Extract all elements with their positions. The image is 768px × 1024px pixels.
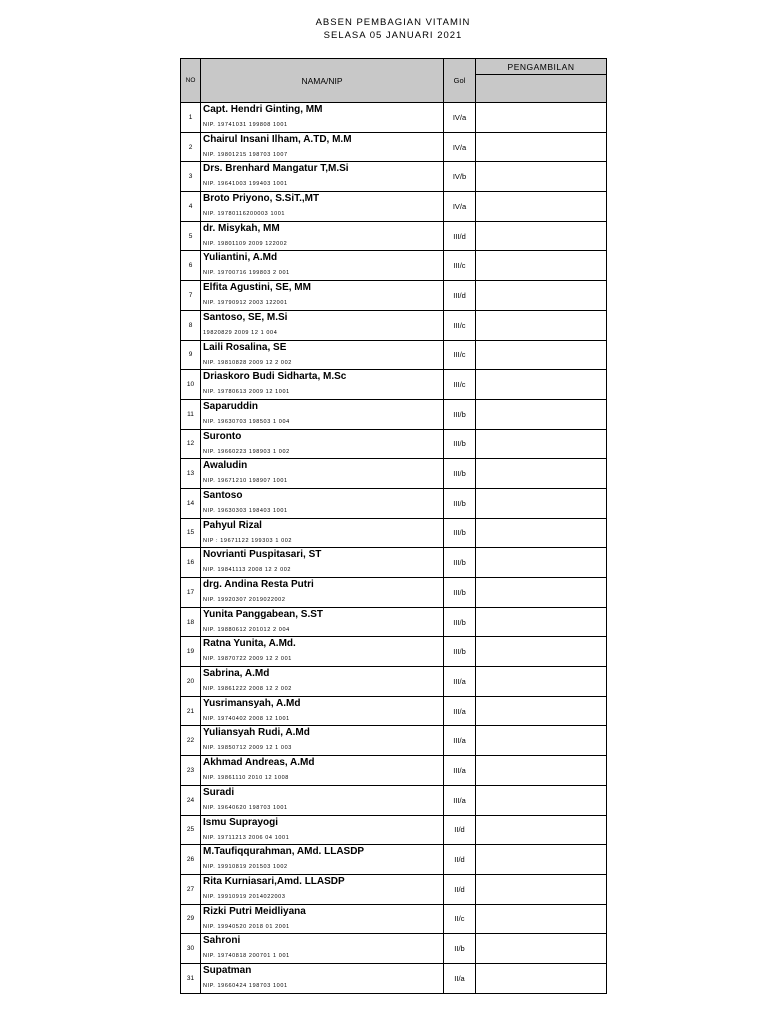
signature-cell (476, 281, 607, 311)
name-nip-cell (201, 548, 444, 578)
table-body (181, 103, 607, 994)
golongan: III/b (444, 459, 476, 489)
table-row (181, 726, 607, 756)
golongan: II/b (444, 934, 476, 964)
signature-cell (476, 488, 607, 518)
signature-cell (476, 548, 607, 578)
employee-name: Supatman (203, 964, 252, 976)
golongan: IV/a (444, 192, 476, 222)
table-row (181, 785, 607, 815)
row-number: 2 (181, 132, 201, 162)
signature-cell (476, 162, 607, 192)
table-row (181, 488, 607, 518)
employee-name: Awaludin (203, 460, 248, 472)
employee-name: M.Taufiqqurahman, AMd. LLASDP (203, 846, 365, 858)
golongan: III/a (444, 726, 476, 756)
name-nip-cell (201, 340, 444, 370)
golongan: III/b (444, 637, 476, 667)
row-number: 26 (181, 845, 201, 875)
name-nip-cell (201, 845, 444, 875)
signature-cell (476, 726, 607, 756)
table-row (181, 399, 607, 429)
employee-nip: NIP. 19740818 200701 1 001 (203, 953, 290, 960)
employee-nip: NIP. 19841113 2008 12 2 002 (203, 567, 292, 574)
signature-cell (476, 845, 607, 875)
signature-cell (476, 399, 607, 429)
employee-nip: NIP. 19741031 199808 1001 (203, 122, 288, 128)
row-number: 8 (181, 310, 201, 340)
name-nip-cell (201, 874, 444, 904)
signature-cell (476, 370, 607, 400)
employee-nip: NIP. 19780613 2009 12 1001 (203, 389, 290, 396)
employee-nip: NIP. 19740402 2008 12 1001 (203, 715, 290, 722)
name-nip-cell (201, 162, 444, 192)
employee-name: Santoso, SE, M.Si (203, 311, 288, 323)
row-number: 27 (181, 874, 201, 904)
name-nip-cell (201, 251, 444, 281)
employee-nip: NIP. 19940520 2018 01 2001 (203, 923, 290, 930)
golongan: III/a (444, 696, 476, 726)
golongan: II/d (444, 815, 476, 845)
golongan: IV/a (444, 103, 476, 133)
signature-cell (476, 251, 607, 281)
header-nama-nip: NAMA/NIP (201, 59, 444, 103)
name-nip-cell (201, 518, 444, 548)
name-nip-cell (201, 281, 444, 311)
golongan: IV/a (444, 132, 476, 162)
row-number: 22 (181, 726, 201, 756)
row-number: 19 (181, 637, 201, 667)
employee-nip: 19820829 2009 12 1 004 (203, 329, 278, 336)
name-nip-cell (201, 429, 444, 459)
signature-cell (476, 221, 607, 251)
row-number: 10 (181, 370, 201, 400)
signature-cell (476, 132, 607, 162)
name-nip-cell (201, 578, 444, 608)
employee-nip: NIP. 19801215 198703 1007 (203, 151, 288, 158)
table-row (181, 310, 607, 340)
name-nip-cell (201, 756, 444, 786)
attendance-table (180, 58, 607, 994)
employee-nip: NIP. 19640620 198703 1001 (203, 804, 288, 811)
name-nip-cell (201, 934, 444, 964)
document-subtitle: SELASA 05 JANUARI 2021 (323, 30, 463, 41)
name-nip-cell (201, 459, 444, 489)
employee-nip: NIP. 19660424 198703 1001 (203, 982, 288, 989)
signature-cell (476, 518, 607, 548)
signature-cell (476, 310, 607, 340)
row-number: 14 (181, 488, 201, 518)
employee-nip: NIP. 19880612 201012 2 004 (203, 626, 290, 633)
golongan: III/a (444, 667, 476, 697)
employee-name: Yuliantini, A.Md (203, 252, 278, 264)
row-number: 31 (181, 963, 201, 993)
golongan: IV/b (444, 162, 476, 192)
golongan: II/a (444, 963, 476, 993)
table-row (181, 845, 607, 875)
row-number: 30 (181, 934, 201, 964)
employee-name: Capt. Hendri Ginting, MM (203, 104, 323, 115)
signature-cell (476, 429, 607, 459)
table-row (181, 459, 607, 489)
table-row (181, 429, 607, 459)
employee-nip: NIP. 19671210 198907 1001 (203, 478, 288, 485)
employee-name: Rizki Putri Meidliyana (203, 905, 306, 917)
employee-name: drg. Andina Resta Putri (203, 579, 314, 590)
employee-nip: NIP. 19861110 2010 12 1008 (203, 775, 289, 782)
table-row (181, 874, 607, 904)
employee-nip: NIP. 19810828 2009 12 2 002 (203, 359, 292, 366)
header-no: NO (181, 59, 201, 103)
employee-name: Elfita Agustini, SE, MM (203, 282, 311, 294)
signature-cell (476, 459, 607, 489)
row-number: 20 (181, 667, 201, 697)
row-number: 3 (181, 162, 201, 192)
table-row (181, 696, 607, 726)
table-row (181, 815, 607, 845)
employee-name: Chairul Insani Ilham, A.TD, M.M (203, 133, 352, 145)
signature-cell (476, 103, 607, 133)
row-number: 9 (181, 340, 201, 370)
row-number: 23 (181, 756, 201, 786)
employee-name: Rita Kurniasari,Amd. LLASDP (203, 875, 345, 887)
document-title: ABSEN PEMBAGIAN VITAMIN (315, 17, 471, 28)
signature-cell (476, 667, 607, 697)
employee-nip: NIP. 19920307 2019022002 (203, 597, 286, 603)
name-nip-cell (201, 963, 444, 993)
golongan: III/c (444, 370, 476, 400)
employee-name: Drs. Brenhard Mangatur T,M.Si (203, 163, 349, 175)
golongan: II/d (444, 845, 476, 875)
table-row (181, 607, 607, 637)
employee-nip: NIP. 19790912 2003 122001 (203, 300, 288, 307)
signature-cell (476, 815, 607, 845)
employee-name: dr. Misykah, MM (203, 222, 280, 234)
name-nip-cell (201, 399, 444, 429)
golongan: III/b (444, 607, 476, 637)
header-pengambilan: PENGAMBILAN (476, 59, 607, 75)
golongan: III/a (444, 785, 476, 815)
signature-cell (476, 192, 607, 222)
employee-nip: NIP. 19641003 199403 1001 (203, 181, 288, 188)
row-number: 24 (181, 785, 201, 815)
row-number: 7 (181, 281, 201, 311)
row-number: 6 (181, 251, 201, 281)
employee-name: Akhmad Andreas, A.Md (203, 757, 315, 769)
name-nip-cell (201, 370, 444, 400)
employee-nip: NIP. 19700716 199803 2 001 (203, 270, 290, 277)
row-number: 16 (181, 548, 201, 578)
table-row (181, 518, 607, 548)
golongan: II/d (444, 874, 476, 904)
row-number: 21 (181, 696, 201, 726)
name-nip-cell (201, 904, 444, 934)
employee-name: Saparuddin (203, 400, 259, 412)
employee-nip: NIP. 19861222 2008 12 2 002 (203, 686, 292, 693)
name-nip-cell (201, 726, 444, 756)
name-nip-cell (201, 103, 444, 133)
golongan: III/b (444, 518, 476, 548)
golongan: III/d (444, 221, 476, 251)
table-row (181, 963, 607, 993)
employee-name: Ratna Yunita, A.Md. (203, 638, 296, 650)
employee-name: Suronto (203, 430, 242, 442)
name-nip-cell (201, 488, 444, 518)
employee-nip: NIP. 19630303 198403 1001 (203, 507, 288, 514)
row-number: 18 (181, 607, 201, 637)
signature-cell (476, 340, 607, 370)
signature-cell (476, 637, 607, 667)
row-number: 5 (181, 221, 201, 251)
signature-cell (476, 756, 607, 786)
employee-name: Driaskoro Budi Sidharta, M.Sc (203, 371, 347, 383)
signature-cell (476, 785, 607, 815)
golongan: III/c (444, 251, 476, 281)
employee-name: Pahyul Rizal (203, 519, 262, 531)
employee-name: Yusrimansyah, A.Md (203, 697, 301, 709)
header-gol: Gol (444, 59, 476, 103)
name-nip-cell (201, 192, 444, 222)
table-row (181, 192, 607, 222)
table-row (181, 637, 607, 667)
table-row (181, 221, 607, 251)
table-row (181, 667, 607, 697)
table-row (181, 281, 607, 311)
row-number: 15 (181, 518, 201, 548)
row-number: 1 (181, 103, 201, 133)
table-row (181, 162, 607, 192)
table-row (181, 934, 607, 964)
header-pengambilan-sub (476, 75, 607, 103)
employee-nip: NIP : 19671122 199303 1 002 (203, 537, 293, 544)
employee-nip: NIP. 19910919 2014022003 (203, 893, 286, 900)
signature-cell (476, 696, 607, 726)
employee-name: Yunita Panggabean, S.ST (203, 608, 324, 620)
employee-name: Suradi (203, 786, 235, 798)
employee-nip: NIP. 19660223 198903 1 002 (203, 448, 290, 455)
row-number: 25 (181, 815, 201, 845)
row-number: 17 (181, 578, 201, 608)
name-nip-cell (201, 221, 444, 251)
name-nip-cell (201, 310, 444, 340)
golongan: III/d (444, 281, 476, 311)
employee-name: Broto Priyono, S.SiT.,MT (203, 193, 320, 205)
row-number: 11 (181, 399, 201, 429)
name-nip-cell (201, 785, 444, 815)
row-number: 4 (181, 192, 201, 222)
table-row (181, 904, 607, 934)
employee-name: Laili Rosalina, SE (203, 341, 287, 353)
table-row (181, 578, 607, 608)
name-nip-cell (201, 607, 444, 637)
table-row (181, 548, 607, 578)
employee-nip: NIP. 19780116200003 1001 (203, 211, 286, 218)
golongan: III/a (444, 756, 476, 786)
golongan: III/c (444, 340, 476, 370)
employee-name: Sabrina, A.Md (203, 668, 270, 680)
employee-name: Novrianti Puspitasari, ST (203, 549, 322, 561)
employee-nip: NIP. 19910819 201503 1002 (203, 864, 288, 871)
employee-name: Yuliansyah Rudi, A.Md (203, 727, 310, 739)
employee-nip: NIP. 19801109 2009 122002 (203, 240, 288, 247)
employee-name: Santoso (203, 489, 243, 501)
name-nip-cell (201, 132, 444, 162)
signature-cell (476, 874, 607, 904)
signature-cell (476, 963, 607, 993)
table-row (181, 132, 607, 162)
table-row (181, 251, 607, 281)
table-row (181, 340, 607, 370)
golongan: III/b (444, 429, 476, 459)
row-number: 13 (181, 459, 201, 489)
employee-nip: NIP. 19711213 2006 04 1001 (203, 834, 290, 841)
row-number: 29 (181, 904, 201, 934)
signature-cell (476, 607, 607, 637)
name-nip-cell (201, 696, 444, 726)
employee-nip: NIP. 19870722 2009 12 2 001 (203, 656, 292, 663)
employee-name: Ismu Suprayogi (203, 816, 279, 828)
employee-nip: NIP. 19630703 198503 1 004 (203, 418, 290, 425)
golongan: III/b (444, 488, 476, 518)
row-number: 12 (181, 429, 201, 459)
employee-nip: NIP. 19850712 2009 12 1 003 (203, 745, 292, 752)
table-row (181, 756, 607, 786)
signature-cell (476, 904, 607, 934)
golongan: III/c (444, 310, 476, 340)
name-nip-cell (201, 637, 444, 667)
name-nip-cell (201, 815, 444, 845)
employee-name: Sahroni (203, 935, 241, 947)
name-nip-cell (201, 667, 444, 697)
golongan: III/b (444, 548, 476, 578)
table-row (181, 103, 607, 133)
golongan: II/c (444, 904, 476, 934)
signature-cell (476, 934, 607, 964)
golongan: III/b (444, 578, 476, 608)
table-row (181, 370, 607, 400)
golongan: III/b (444, 399, 476, 429)
signature-cell (476, 578, 607, 608)
